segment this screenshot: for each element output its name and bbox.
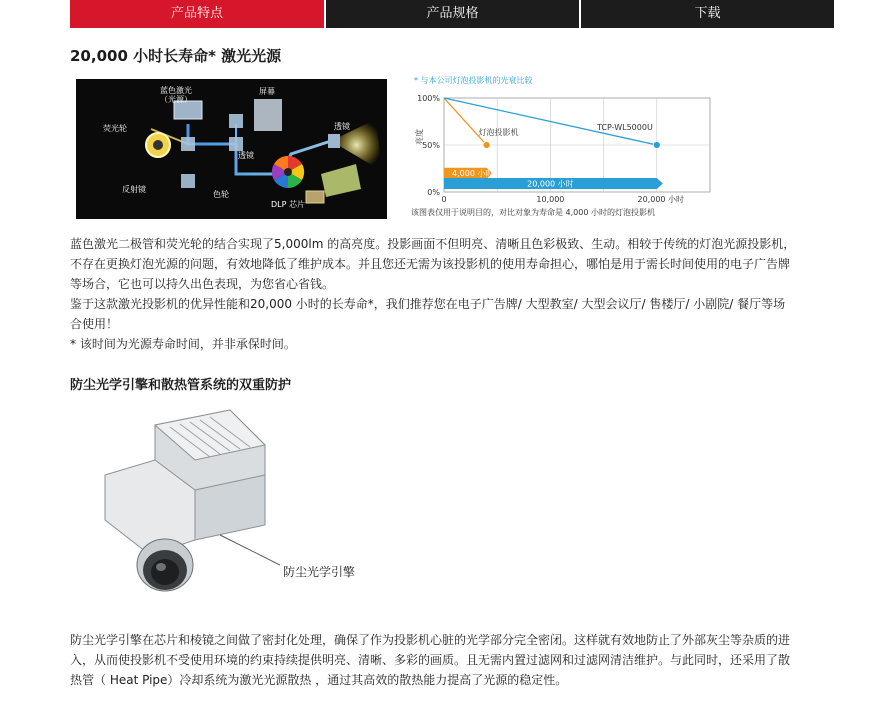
tab-download[interactable]: 下载: [581, 0, 834, 28]
tab-specs[interactable]: 产品规格: [326, 0, 579, 28]
laser-desc-line: 蓝色激光二极管和荧光轮的结合实现了5,000lm 的高亮度。投影画面不但明亮、清晰且色彩极致、生动。相较于传统的灯泡光源投影机，: [70, 237, 796, 251]
label-color-wheel: 色轮: [213, 190, 229, 199]
laser-desc-line: 等场合，它也可以持久出色表现，为您省心省钱。: [70, 277, 335, 291]
brightness-chart: [408, 72, 730, 222]
series-end-point: [483, 142, 490, 149]
engine-illustration: [100, 405, 280, 605]
x-tick-label: 0: [441, 195, 447, 204]
lifetime-bar-label: 4,000 小时: [452, 169, 494, 179]
label-mirror: 反射镜: [122, 185, 146, 194]
dustproof-desc-line: 入，从而使投影机不受使用环境的约束持续提供明亮、清晰、多彩的画质。且无需内置过滤网和过滤网清洁维护。与此同时，还采用了散: [70, 653, 791, 667]
series-end-point: [653, 142, 660, 149]
label-blue-laser-line2: （光源）: [160, 95, 192, 104]
chart-footnote: 该图表仅用于说明目的，对比对象为寿命是 4,000 小时的灯泡投影机: [411, 208, 655, 217]
label-screen: 屏幕: [259, 87, 275, 96]
x-tick-label: 20,000 小时: [637, 195, 685, 204]
series-label: 灯泡投影机: [478, 128, 519, 137]
dustproof-desc-line: 防尘光学引擎在芯片和棱镜之间做了密封化处理，确保了作为投影机心脏的光学部分完全密闭。这样就有效地防止了外部灰尘等杂质的进: [70, 633, 791, 647]
laser-desc-line: 合使用！: [70, 317, 119, 331]
dustproof-description: [70, 630, 836, 690]
optical-engine-image: [100, 405, 280, 605]
laser-desc-line: 鉴于这款激光投影机的优异性能和20,000 小时的长寿命*，我们推荐您在电子广告牌/ 大型教室/ 大型会议厅/ 售楼厅/ 小剧院/ 餐厅等场: [70, 297, 786, 311]
dustproof-desc-line: 热管（ Heat Pipe）冷却系统为激光光源散热 ，通过其高效的散热能力提高了光源的稳定性。: [70, 673, 568, 687]
label-blue-laser-line1: 蓝色激光: [160, 86, 192, 95]
series-label: TCP-WL5000U: [597, 123, 653, 132]
tab-features[interactable]: 产品特点: [70, 0, 324, 28]
label-blue-laser: [160, 86, 192, 104]
laser-optics-diagram: [76, 79, 387, 219]
laser-description: [70, 234, 836, 354]
x-tick-label: 10,000: [536, 195, 565, 204]
y-axis-label: 亮度: [415, 129, 424, 145]
label-dlp-chip: DLP 芯片: [271, 200, 305, 209]
section-title-laser: 20,000 小时长寿命* 激光光源: [70, 47, 282, 65]
label-lens-top: 透镜: [334, 122, 350, 131]
lifetime-bar-label: 20,000 小时: [527, 179, 574, 189]
section-title-dustproof: 防尘光学引擎和散热管系统的双重防护: [70, 378, 292, 393]
label-lens-mid: 透镜: [238, 151, 254, 160]
engine-label: 防尘光学引擎: [283, 565, 356, 579]
chart-svg: [408, 72, 730, 222]
optics-illustration: [76, 79, 387, 219]
chart-subtitle: * 与本公司灯泡投影机的光衰比较: [414, 76, 533, 85]
y-tick-label: 100%: [417, 94, 440, 103]
laser-desc-line: * 该时间为光源寿命时间，并非承保时间。: [70, 337, 296, 351]
y-tick-label: 0%: [427, 188, 440, 197]
y-tick-label: 50%: [422, 141, 440, 150]
label-phosphor-wheel: 荧光轮: [103, 124, 127, 133]
product-tabs: [70, 0, 834, 28]
laser-desc-line: 不存在更换灯泡光源的问题，有效地降低了维护成本。并且您还无需为该投影机的使用寿命担心，哪怕是用于需长时间使用的电子广告牌: [70, 257, 791, 271]
